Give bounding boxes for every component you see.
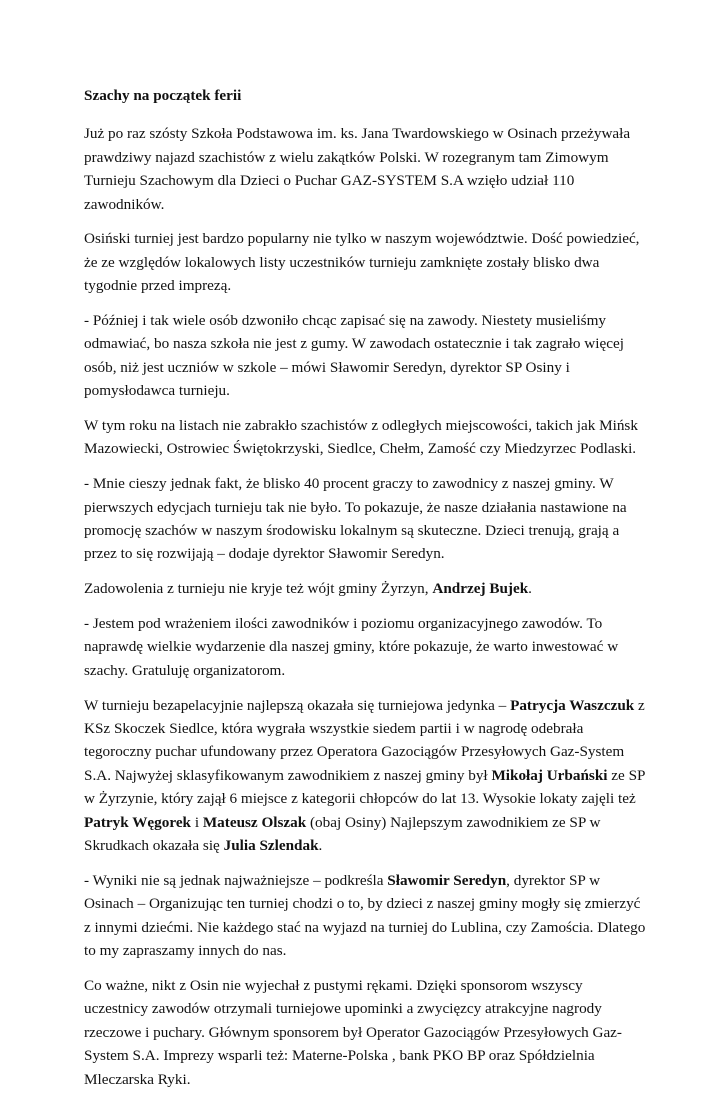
document-page	[84, 84, 650, 1102]
paragraph-results	[84, 694, 650, 858]
person-name: Patryk Węgorek	[84, 813, 192, 831]
person-name: Andrzej Bujek	[432, 580, 529, 598]
paragraph-locations: W tym roku na listach nie zabrakło szachistów z odległych miejscowości, takich jak Mińsk Mazowiecki, Ostrowiec Świętokrzyski, Siedlce, Chełm, Zamość czy Miedzyrzec Podlaski.	[84, 417, 638, 458]
paragraph-mayor-quote: - Jestem pod wrażeniem ilości zawodników i poziomu organizacyjnego zawodów. To naprawdę wielkie wydarzenie dla naszej gminy, które pokazuje, że warto inwestować w szachy. Gratuluję organizatorom.	[84, 615, 619, 679]
text-run: z KSz Skoczek Siedlce, która wygrała wszystkie siedem partii i w nagrodę odebrała tegoroczny puchar ufundowany przez Operatora Gazociągów Przesyłowych Gaz-System S.A. Najwyżej sklasyfikowanym zawodnikiem z naszej gminy był	[84, 696, 645, 784]
text-run: .	[318, 837, 323, 855]
person-name: Julia Szlendak	[223, 837, 319, 855]
person-name: Mikołaj Urbański	[491, 766, 608, 784]
paragraph-director-quote-2: - Mnie cieszy jednak fakt, że blisko 40 procent graczy to zawodnicy z naszej gminy. W pierwszych edycjach turnieju tak nie było. To pokazuje, że nasze działania nastawione na promocję szachów w naszym środowisku lokalnym są skuteczne. Dzieci trenują, grają a przez to się rozwijają – dodaje dyrektor Sławomir Seredyn.	[84, 475, 627, 563]
text-run: , dyrektor SP w Osinach – Organizując ten turniej chodzi o to, by dzieci z naszej gminy mogły się zmierzyć z innymi dziećmi. Nie każdego stać na wyjazd na turniej do Lublina, czy Zamościa. Dlatego to my zapraszamy innych do nas.	[84, 871, 646, 960]
paragraph-director-quote-1: - Później i tak wiele osób dzwoniło chcąc zapisać się na zawody. Niestety musieliśmy odmawiać, bo nasza szkoła nie jest z gumy. W zawodach ostatecznie i tak zagrało więcej osób, niż jest uczniów w szkole – mówi Sławomir Seredyn, dyrektor SP Osiny i pomysłodawca turnieju.	[84, 312, 624, 400]
paragraph-sponsors: Co ważne, nikt z Osin nie wyjechał z pustymi rękami. Dzięki sponsorom wszyscy uczestnicy zawodów otrzymali turniejowe upominki a zwycięzcy atrakcyjne nagrody rzeczowe i puchary. Głównym sponsorem był Operator Gazociągów Przesyłowych Gaz-System S.A. Imprezy wsparli też: Materne-Polska , bank PKO BP oraz Spółdzielnia Mleczarska Ryki.	[84, 976, 622, 1088]
paragraph-intro: Już po raz szósty Szkoła Podstawowa im. ks. Jana Twardowskiego w Osinach przeżywała prawdziwy najazd szachistów z wielu zakątków Polski. W rozegranym tam Zimowym Turnieju Szachowym dla Dzieci o Puchar GAZ-SYSTEM S.A wzięło udział 110 zawodników.	[84, 125, 631, 213]
text-run: .	[528, 580, 532, 598]
person-name: Sławomir Seredyn	[387, 871, 507, 889]
paragraph-director-quote-3	[84, 869, 650, 963]
paragraph-popularity: Osiński turniej jest bardzo popularny nie tylko w naszym województwie. Dość powiedzieć, że ze względów lokalowych listy uczestników turnieju zamknięte zostały blisko dwa tygodnie przed imprezą.	[84, 230, 640, 295]
text-run: - Wyniki nie są jednak najważniejsze – podkreśla	[84, 871, 388, 889]
text-run: W turnieju bezapelacyjnie najlepszą okazała się turniejowa jedynka –	[84, 696, 511, 714]
paragraph-mayor	[84, 577, 650, 600]
article-title: Szachy na początek ferii	[84, 87, 242, 104]
text-run: ze SP w Żyrzynie, który zajął 6 miejsce z kategorii chłopców do lat 13. Wysokie lokaty zajęli też	[84, 766, 645, 808]
text-run: (obaj Osiny) Najlepszym zawodnikiem ze SP w Skrudkach okazała się	[84, 813, 601, 855]
text-run: i	[191, 813, 203, 831]
person-name: Mateusz Olszak	[202, 813, 307, 831]
person-name: Patrycja Waszczuk	[510, 696, 635, 714]
text-run: Zadowolenia z turnieju nie kryje też wójt gminy Żyrzyn,	[84, 580, 433, 598]
